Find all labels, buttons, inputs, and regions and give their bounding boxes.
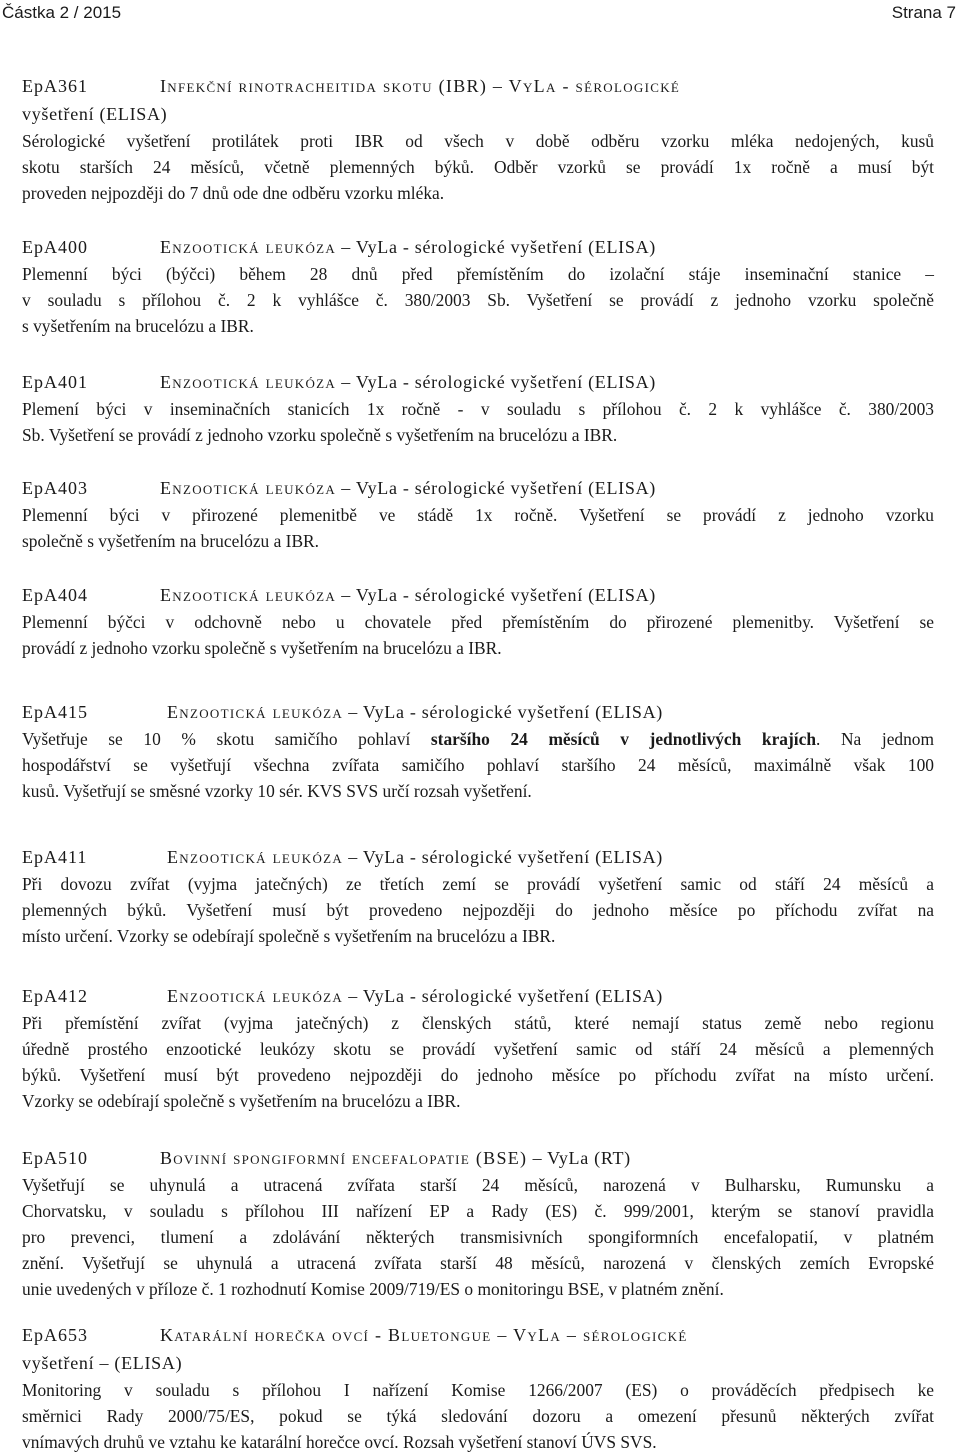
entry-title-line-1: Infekční rinotracheitida skotu (IBR) – VyLa - sérologické	[160, 76, 681, 96]
entry-text-line: s vyšetřením na brucelózu a IBR.	[22, 316, 254, 336]
entry-text-line: Sérologické vyšetření protilátek proti IBR od všech v době odběru vzorku mléka nedojených, kusů	[22, 131, 934, 151]
entry-text-line: kusů. Vyšetřují se směsné vzorky 10 sér. KVS SVS určí rozsah vyšetření.	[22, 781, 532, 801]
method-label: – VyLa (RT)	[532, 1148, 631, 1168]
entry-text-line: býků. Vyšetření musí být provedeno nejpozději do jednoho měsíce po příchodu zvířat na místo určení.	[22, 1065, 934, 1085]
entry-text-line: pro prevenci, tlumení a zdolávání některých transmisivních spongiformních encefalopatií, v platném	[22, 1227, 934, 1247]
entry-heading	[22, 1144, 934, 1172]
disease-name: Enzootická leukóza	[160, 237, 337, 257]
entry-text-line: Plemenní býci (býčci) během 28 dnů před přemístěním do izolační stáje inseminační stanice –	[22, 264, 934, 284]
entry-epa403	[22, 474, 934, 554]
entry-heading	[22, 843, 934, 871]
entry-text-line: Plemenní býčci v odchovně nebo u chovatele před přemístěním do přirozené plemenitby. Vyšetření se	[22, 612, 934, 632]
entry-text-line: v souladu s přílohou č. 2 k vyhlášce č. 380/2003 Sb. Vyšetření se provádí z jednoho vzorku společně	[22, 290, 934, 310]
entry-title-line-2: vyšetření (ELISA)	[22, 104, 168, 124]
entry-code: EpA400	[22, 237, 88, 257]
entry-text-line: skotu starších 24 měsíců, včetně plemenných býků. Odběr vzorků se provádí 1x ročně a musí být	[22, 157, 934, 177]
entry-text-line: společně s vyšetřením na brucelózu a IBR.	[22, 531, 319, 551]
method-label: – VyLa - sérologické vyšetření (ELISA)	[348, 702, 663, 722]
entry-epa510	[22, 1144, 934, 1302]
text-fragment: Vyšetřuje se 10 % skotu samičího pohlaví	[22, 729, 411, 749]
running-header	[0, 0, 960, 26]
entry-code: EpA653	[22, 1325, 88, 1345]
entry-text-line: hospodářství se vyšetřují všechna zvířata samičího pohlaví staršího 24 měsíců, maximálně však 100	[22, 755, 934, 775]
entry-heading	[22, 581, 934, 609]
entry-epa412	[22, 982, 934, 1114]
disease-name: Enzootická leukóza	[160, 372, 337, 392]
entry-epa400	[22, 233, 934, 339]
entry-code: EpA403	[22, 478, 88, 498]
entry-code: EpA404	[22, 585, 88, 605]
entry-title-line-2: vyšetření – (ELISA)	[22, 1353, 183, 1373]
entry-code: EpA412	[22, 986, 88, 1006]
entry-heading	[22, 72, 934, 100]
method-label: – VyLa - sérologické vyšetření (ELISA)	[348, 847, 663, 867]
entry-epa411	[22, 843, 934, 949]
entry-heading	[22, 233, 934, 261]
entry-text-line: Sb. Vyšetření se provádí z jednoho vzorku společně s vyšetřením na brucelózu a IBR.	[22, 425, 618, 445]
entry-epa401	[22, 368, 934, 448]
entry-text-line: znění. Vyšetřují se uhynulá a utracená zvířata starší 48 měsíců, narozená v členských zemích Evropské	[22, 1253, 934, 1273]
entry-text-line: Chorvatsku, v souladu s přílohou III nařízení EP a Rady (ES) č. 999/2001, kterým se stanoví pravidla	[22, 1201, 934, 1221]
entry-text-line: Vzorky se odebírají společně s vyšetřením na brucelózu a IBR.	[22, 1091, 461, 1111]
entry-text-line: provádí z jednoho vzorku společně s vyšetřením na brucelózu a IBR.	[22, 638, 502, 658]
disease-name: Bovinní spongiformní encefalopatie (BSE)	[160, 1148, 528, 1168]
entry-code: EpA361	[22, 76, 88, 96]
entry-text-line: vnímavých druhů ve vztahu ke katarální horečce ovcí. Rozsah vyšetření stanoví ÚVS SVS.	[22, 1432, 657, 1452]
entry-text-line: Při dovozu zvířat (vyjma jatečných) ze třetích zemí se provádí vyšetření samic od stáří 24 měsíců a	[22, 874, 934, 894]
entry-epa653	[22, 1321, 934, 1455]
text-fragment: . Na jednom	[816, 729, 935, 749]
entry-text-line: proveden nejpozději do 7 dnů ode dne odběru vzorku mléka.	[22, 183, 445, 203]
entry-title-line-1: Katarální horečka ovcí - Bluetongue – VyLa – sérologické	[160, 1325, 688, 1345]
disease-name: Enzootická leukóza	[167, 986, 344, 1006]
entry-code: EpA411	[22, 847, 88, 867]
disease-name: Enzootická leukóza	[160, 585, 337, 605]
method-label: – VyLa - sérologické vyšetření (ELISA)	[341, 372, 656, 392]
disease-name: Enzootická leukóza	[160, 478, 337, 498]
method-label: – VyLa - sérologické vyšetření (ELISA)	[341, 237, 656, 257]
entry-text-line: Vyšetřují se uhynulá a utracená zvířata starší 24 měsíců, narozená v Bulharsku, Rumunsku a	[22, 1175, 934, 1195]
entry-text-line: unie uvedených v příloze č. 1 rozhodnutí Komise 2009/719/ES o monitoringu BSE, v platném znění.	[22, 1279, 724, 1299]
entry-text-line: úředně prostého enzootické leukózy skotu se provádí vyšetření samic od stáří 24 měsíců a plemenných	[22, 1039, 934, 1059]
entry-heading	[22, 1321, 934, 1349]
entry-code: EpA415	[22, 702, 88, 722]
entry-text-line	[22, 726, 934, 752]
method-label: – VyLa - sérologické vyšetření (ELISA)	[348, 986, 663, 1006]
method-label: – VyLa - sérologické vyšetření (ELISA)	[341, 585, 656, 605]
entry-text-line: místo určení. Vzorky se odebírají společně s vyšetřením na brucelózu a IBR.	[22, 926, 556, 946]
entry-epa415	[22, 698, 934, 804]
disease-name: Enzootická leukóza	[167, 702, 344, 722]
disease-name: Enzootická leukóza	[167, 847, 344, 867]
issue-number: Částka 2 / 2015	[2, 3, 122, 22]
entry-code: EpA510	[22, 1148, 88, 1168]
entry-epa361	[22, 72, 934, 206]
entry-heading	[22, 982, 934, 1010]
entry-heading	[22, 698, 934, 726]
entry-heading	[22, 474, 934, 502]
emphasized-text: staršího 24 měsíců v jednotlivých krajích	[430, 729, 817, 749]
entry-text-line: směrnici Rady 2000/75/ES, pokud se týká sledování dozoru a omezení přesunů některých zvířat	[22, 1406, 934, 1426]
entry-text-line: Monitoring v souladu s přílohou I nařízení Komise 1266/2007 (ES) o prováděcích předpisech ke	[22, 1380, 934, 1400]
entry-text-line: Plemenní býci v přirozené plemenitbě ve stádě 1x ročně. Vyšetření se provádí z jednoho vzorku	[22, 505, 934, 525]
page-number: Strana 7	[891, 3, 956, 22]
entry-text-line: Plemení býci v inseminačních stanicích 1x ročně - v souladu s přílohou č. 2 k vyhlášce č. 380/2003	[22, 399, 934, 419]
entry-heading	[22, 368, 934, 396]
entry-epa404	[22, 581, 934, 661]
method-label: – VyLa - sérologické vyšetření (ELISA)	[341, 478, 656, 498]
entry-code: EpA401	[22, 372, 88, 392]
entry-text-line: plemenných býků. Vyšetření musí být provedeno nejpozději do jednoho měsíce po příchodu zvířat na	[22, 900, 934, 920]
entry-text-line: Při přemístění zvířat (vyjma jatečných) z členských států, které nemají status země nebo regionu	[22, 1013, 934, 1033]
